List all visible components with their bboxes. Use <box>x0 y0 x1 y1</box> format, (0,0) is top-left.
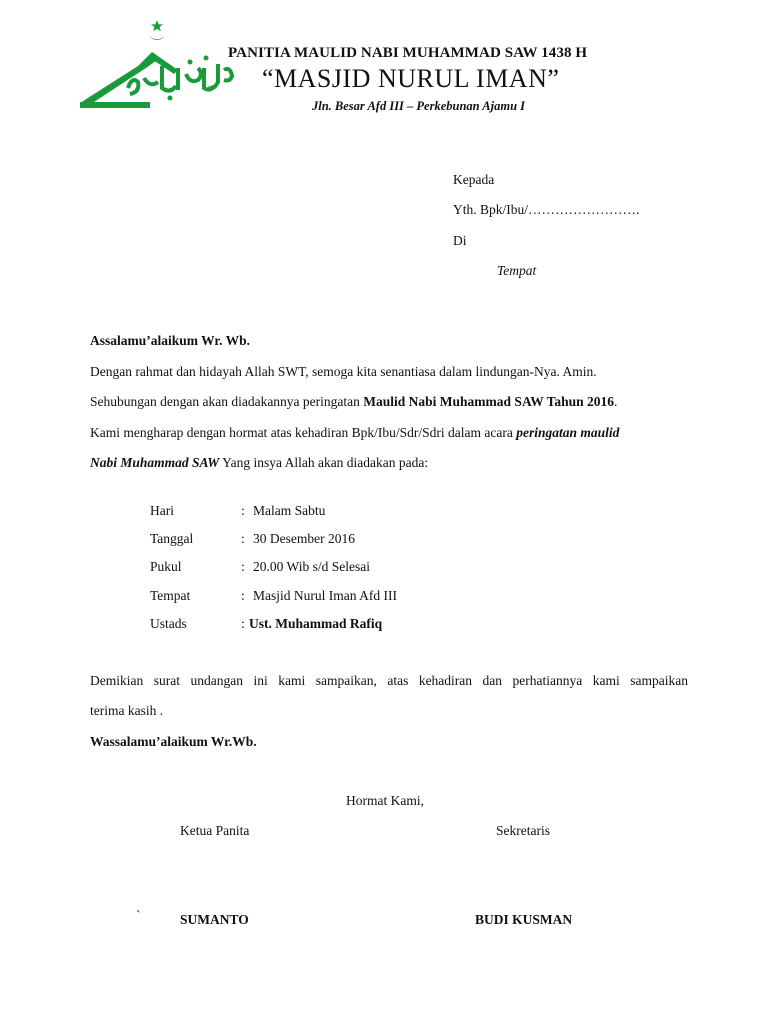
detail-colon: : <box>241 531 245 546</box>
secretary-title: Sekretaris <box>496 823 550 838</box>
closing-line-2: terima kasih . <box>90 703 164 718</box>
chair-title: Ketua Panita <box>180 823 250 838</box>
greeting: Assalamu’alaikum Wr. Wb. <box>90 333 251 348</box>
committee-title: PANITIA MAULID NABI MUHAMMAD SAW 1438 H <box>228 45 588 61</box>
detail-colon: : <box>241 559 245 574</box>
body-line-4-text: Yang insya Allah akan diadakan pada: <box>219 455 429 470</box>
crescent-icon <box>149 33 165 40</box>
detail-label: Ustads <box>150 616 187 631</box>
detail-label: Hari <box>150 503 174 518</box>
detail-value: Ust. Muhammad Rafiq <box>249 616 383 631</box>
event-emphasis-1: peringatan maulid <box>516 425 620 440</box>
detail-value: 20.00 Wib s/d Selesai <box>253 559 370 574</box>
detail-value: Malam Sabtu <box>253 503 326 518</box>
recipient-addressee: Yth. Bpk/Ibu/……………………. <box>453 202 640 217</box>
body-line-2-text: Sehubungan dengan akan diadakannya peringatan <box>90 394 364 409</box>
body-line-2 <box>90 394 617 410</box>
recipient-place: Tempat <box>497 263 537 278</box>
body-line-1: Dengan rahmat dan hidayah Allah SWT, semoga kita senantiasa dalam lindungan-Nya. Amin. <box>90 364 597 379</box>
body-line-4 <box>90 455 428 471</box>
event-name: Maulid Nabi Muhammad SAW Tahun 2016 <box>363 394 614 409</box>
recipient-at: Di <box>453 233 467 248</box>
chair-name: SUMANTO <box>180 912 249 927</box>
mosque-name: “MASJID NURUL IMAN” <box>262 64 560 93</box>
stray-mark: ` <box>136 908 141 923</box>
detail-label: Tempat <box>150 588 191 603</box>
detail-colon: : <box>241 588 245 603</box>
mosque-address: Jln. Besar Afd III – Perkebunan Ajamu I <box>312 99 526 113</box>
recipient-to: Kepada <box>453 172 495 187</box>
secretary-name: BUDI KUSMAN <box>475 912 573 927</box>
detail-label: Pukul <box>150 559 182 574</box>
detail-label: Tanggal <box>150 531 194 546</box>
detail-colon: : <box>241 503 245 518</box>
event-emphasis-2: Nabi Muhammad SAW <box>90 455 220 470</box>
mosque-logo-icon <box>78 18 236 114</box>
closing-line-1: Demikian surat undangan ini kami sampaikan, atas kehadiran dan perhatiannya kami sampaikan <box>90 673 688 688</box>
regards: Hormat Kami, <box>346 793 424 808</box>
star-icon <box>151 20 163 31</box>
body-line-3 <box>90 425 619 441</box>
roof-chevron <box>80 52 160 103</box>
body-line-2-end: . <box>614 394 618 409</box>
body-line-3-text: Kami mengharap dengan hormat atas kehadiran Bpk/Ibu/Sdr/Sdri dalam acara <box>90 425 517 440</box>
farewell: Wassalamu’alaikum Wr.Wb. <box>90 734 257 749</box>
detail-value: Masjid Nurul Iman Afd III <box>253 588 397 603</box>
detail-colon: : <box>241 616 245 631</box>
detail-value: 30 Desember 2016 <box>253 531 355 546</box>
